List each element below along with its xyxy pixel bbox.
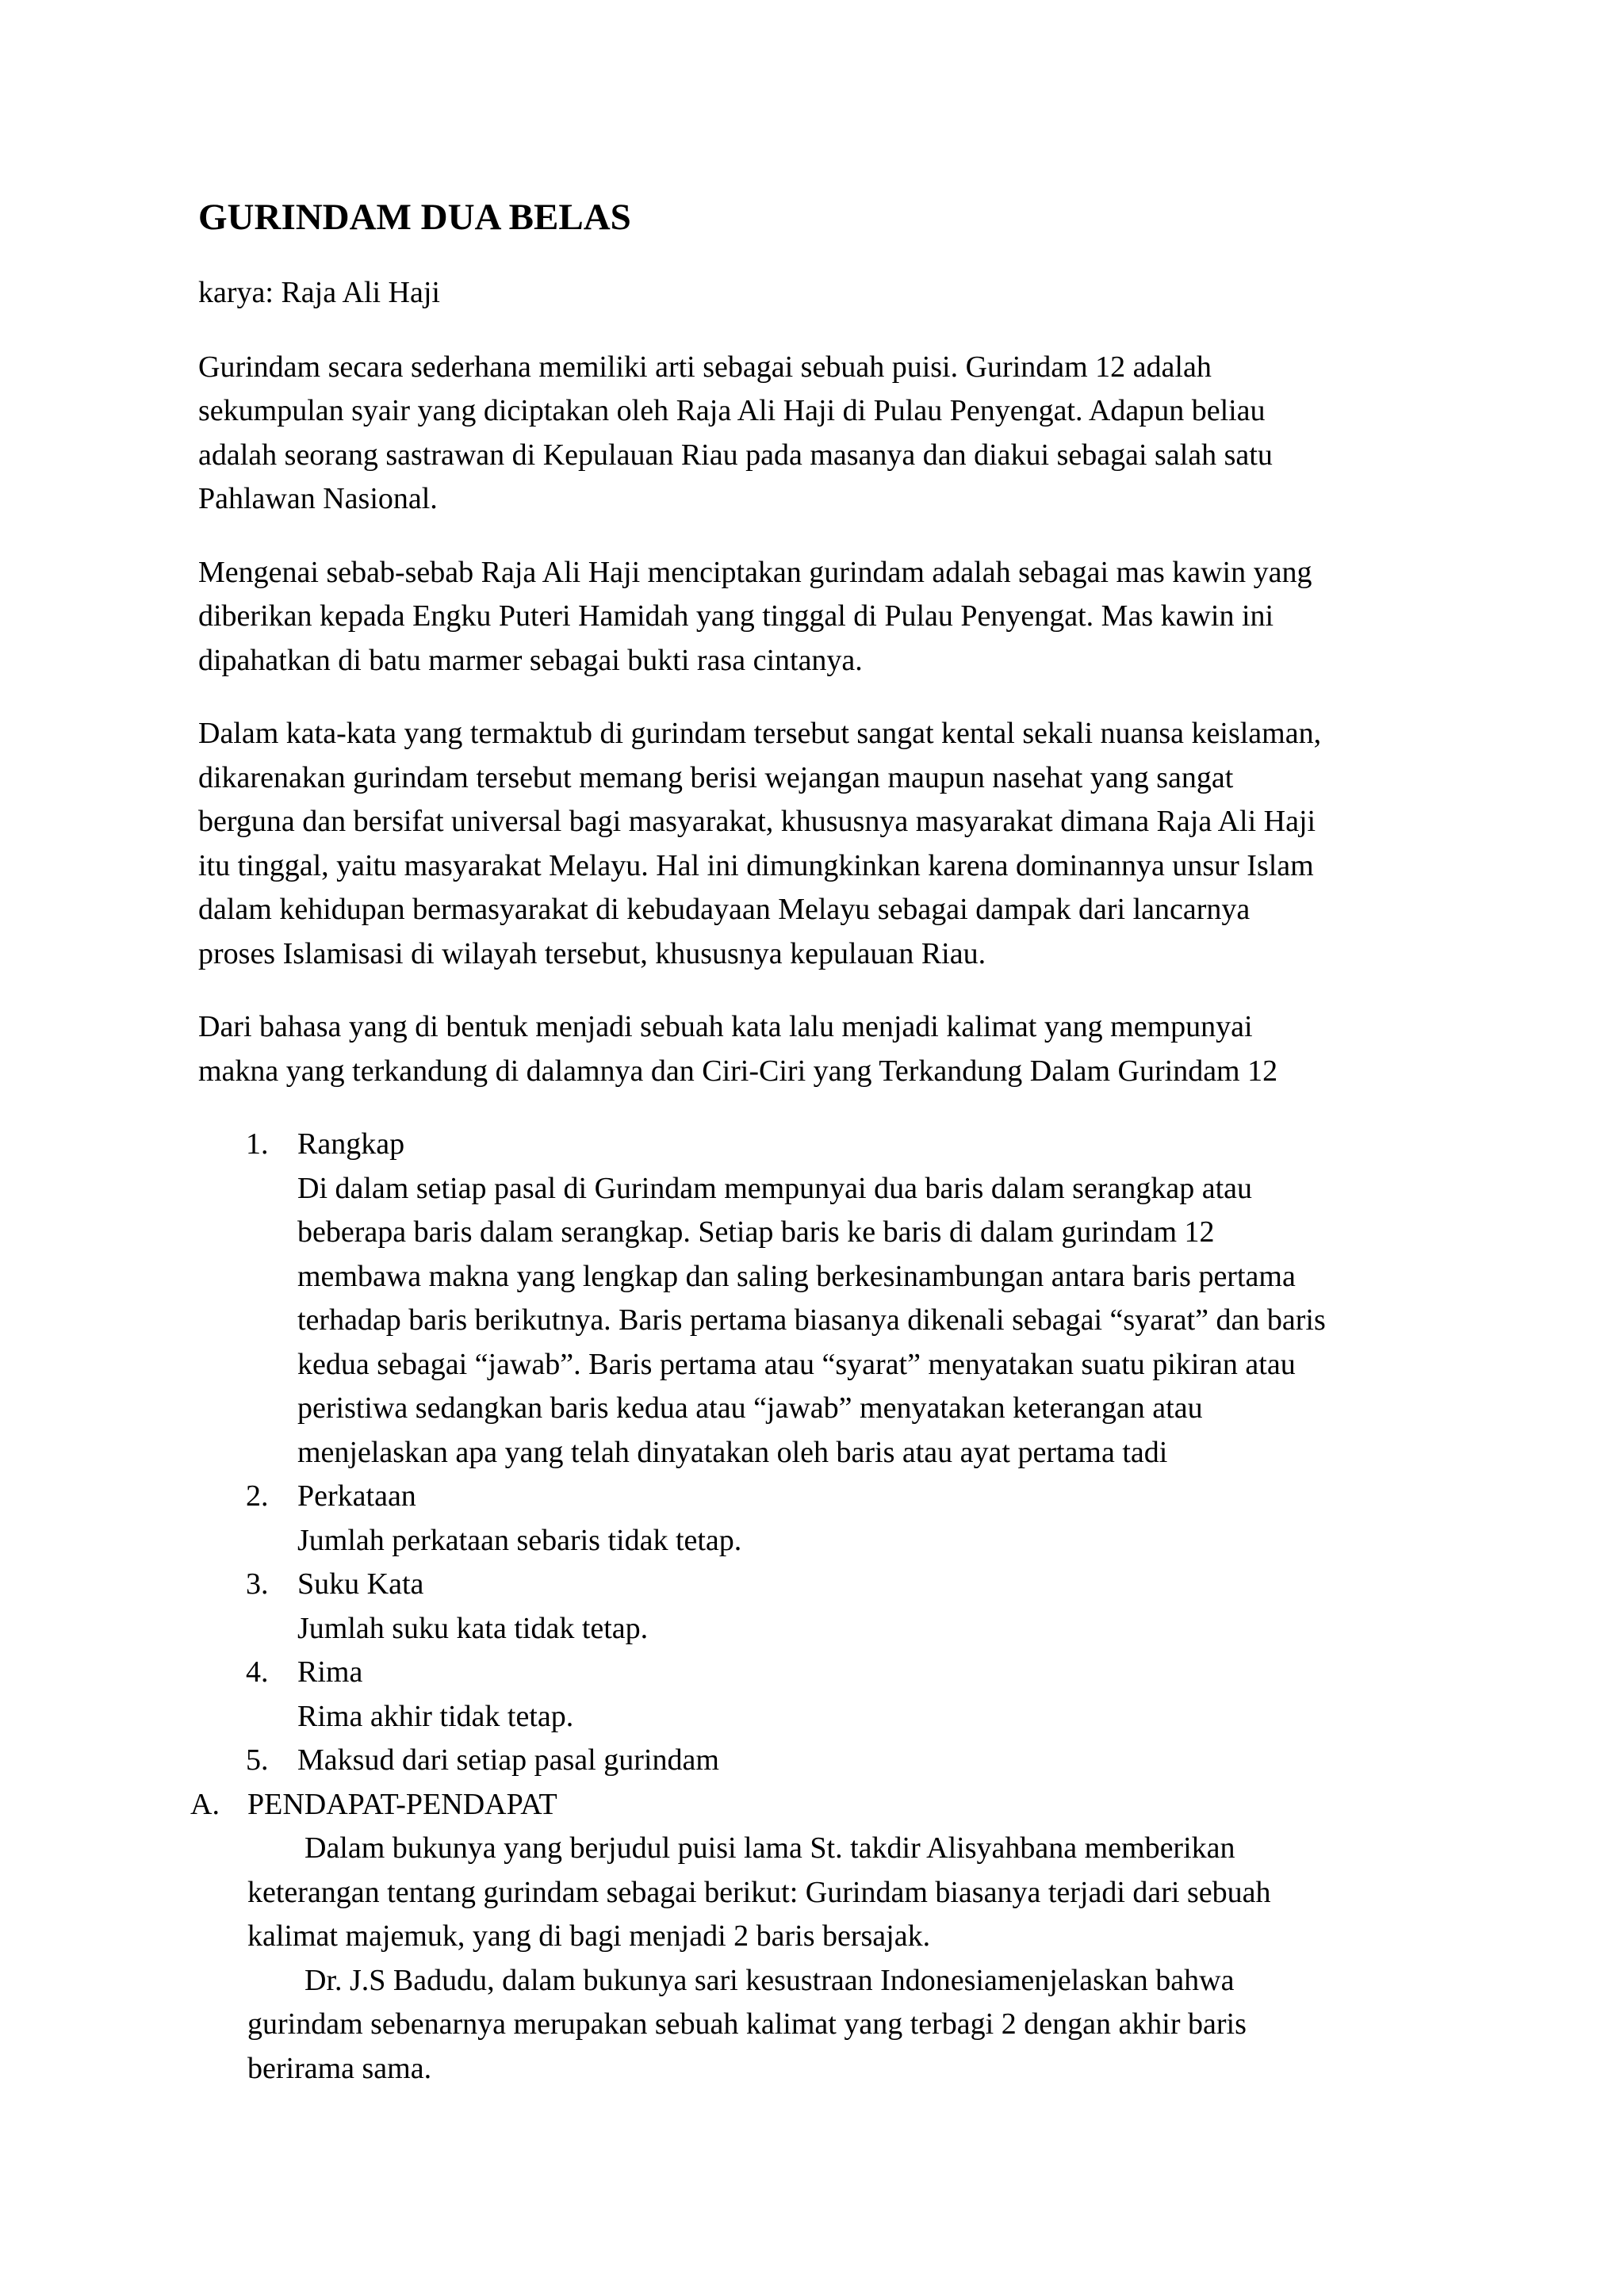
text-line: peristiwa sedangkan baris kedua atau “jawab” menyatakan keterangan atau [297, 1391, 1203, 1425]
text-line: adalah seorang sastrawan di Kepulauan Riau pada masanya dan diakui sebagai salah satu [198, 438, 1273, 472]
text-line: berirama sama. [247, 2051, 432, 2085]
list-number: 3. [246, 1567, 269, 1601]
text-line: Dari bahasa yang di bentuk menjadi sebuah kata lalu menjadi kalimat yang mempunyai [198, 1010, 1253, 1043]
text-line: gurindam sebenarnya merupakan sebuah kalimat yang terbagi 2 dengan akhir baris [247, 2007, 1247, 2041]
text-line: sekumpulan syair yang diciptakan oleh Raja Ali Haji di Pulau Penyengat. Adapun beliau [198, 394, 1266, 427]
list-item-suku-kata [198, 1563, 1435, 1651]
text-line: dalam kehidupan bermasyarakat di kebudayaan Melayu sebagai dampak dari lancarnya [198, 893, 1251, 926]
text-line: Gurindam secara sederhana memiliki arti sebagai sebuah puisi. Gurindam 12 adalah [198, 350, 1212, 384]
list-number: 1. [246, 1127, 269, 1161]
document-author: karya: Raja Ali Haji [198, 276, 440, 309]
list-number: 4. [246, 1655, 269, 1689]
document-title: GURINDAM DUA BELAS [198, 197, 631, 238]
list-item-rima [198, 1651, 1435, 1739]
section-title: PENDAPAT-PENDAPAT [247, 1787, 557, 1821]
text-line: kedua sebagai “jawab”. Baris pertama atau “syarat” menyatakan suatu pikiran atau [297, 1347, 1296, 1381]
list-item-rangkap [198, 1123, 1435, 1475]
text-line: menjelaskan apa yang telah dinyatakan oleh baris atau ayat pertama tadi [297, 1435, 1168, 1469]
list-item-perkataan [198, 1475, 1435, 1563]
text-line: Pahlawan Nasional. [198, 482, 438, 515]
section-pendapat [190, 1783, 1435, 2091]
paragraph-intro [198, 346, 1435, 522]
paragraph-content [198, 712, 1435, 976]
list-heading: Maksud dari setiap pasal gurindam [297, 1743, 719, 1777]
section-heading [190, 1783, 1435, 1827]
paragraph-reason [198, 551, 1435, 683]
text-line: berguna dan bersifat universal bagi masyarakat, khususnya masyarakat dimana Raja Ali Haji [198, 805, 1316, 838]
list-body [297, 1607, 1435, 1651]
list-heading: Rima [297, 1655, 363, 1689]
list-number: 5. [246, 1743, 269, 1777]
list-body [297, 1167, 1435, 1475]
text-line: kalimat majemuk, yang di bagi menjadi 2 baris bersajak. [247, 1919, 931, 1953]
list-heading: Suku Kata [297, 1567, 424, 1601]
document-content [190, 193, 1435, 2091]
text-line: membawa makna yang lengkap dan saling berkesinambungan antara baris pertama [297, 1259, 1296, 1293]
section-letter: A. [190, 1787, 220, 1821]
text-line: dipahatkan di batu marmer sebagai bukti rasa cintanya. [198, 643, 863, 677]
text-line: Di dalam setiap pasal di Gurindam mempunyai dua baris dalam serangkap atau [297, 1171, 1253, 1205]
list-heading: Perkataan [297, 1479, 416, 1513]
paragraph-characteristics-intro [198, 1005, 1435, 1093]
text-line: Jumlah perkataan sebaris tidak tetap. [297, 1523, 742, 1557]
text-line: Dr. J.S Badudu, dalam bukunya sari kesustraan Indonesiamenjelaskan bahwa [304, 1963, 1235, 1997]
section-body [190, 1827, 1435, 2091]
text-line: itu tinggal, yaitu masyarakat Melayu. Hal ini dimungkinkan karena dominannya unsur Islam [198, 848, 1314, 882]
text-line: terhadap baris berikutnya. Baris pertama biasanya dikenali sebagai “syarat” dan baris [297, 1303, 1326, 1337]
text-line: proses Islamisasi di wilayah tersebut, khususnya kepulauan Riau. [198, 936, 986, 970]
text-line: makna yang terkandung di dalamnya dan Ciri-Ciri yang Terkandung Dalam Gurindam 12 [198, 1054, 1278, 1088]
text-line: Rima akhir tidak tetap. [297, 1699, 574, 1733]
text-line: Jumlah suku kata tidak tetap. [297, 1611, 649, 1645]
characteristics-list [198, 1123, 1435, 1783]
list-heading: Rangkap [297, 1127, 405, 1161]
text-line: beberapa baris dalam serangkap. Setiap baris ke baris di dalam gurindam 12 [297, 1215, 1215, 1249]
list-body [297, 1519, 1435, 1563]
text-line: Dalam kata-kata yang termaktub di gurindam tersebut sangat kental sekali nuansa keislaman, [198, 717, 1322, 750]
text-line: Mengenai sebab-sebab Raja Ali Haji menciptakan gurindam adalah sebagai mas kawin yang [198, 555, 1312, 589]
text-line: Dalam bukunya yang berjudul puisi lama St. takdir Alisyahbana memberikan [304, 1831, 1235, 1865]
list-body [297, 1695, 1435, 1739]
text-line: keterangan tentang gurindam sebagai berikut: Gurindam biasanya terjadi dari sebuah [247, 1875, 1271, 1909]
text-line: dikarenakan gurindam tersebut memang berisi wejangan maupun nasehat yang sangat [198, 760, 1234, 794]
list-item-maksud [198, 1739, 1435, 1783]
list-number: 2. [246, 1479, 269, 1513]
text-line: diberikan kepada Engku Puteri Hamidah yang tinggal di Pulau Penyengat. Mas kawin ini [198, 599, 1274, 633]
